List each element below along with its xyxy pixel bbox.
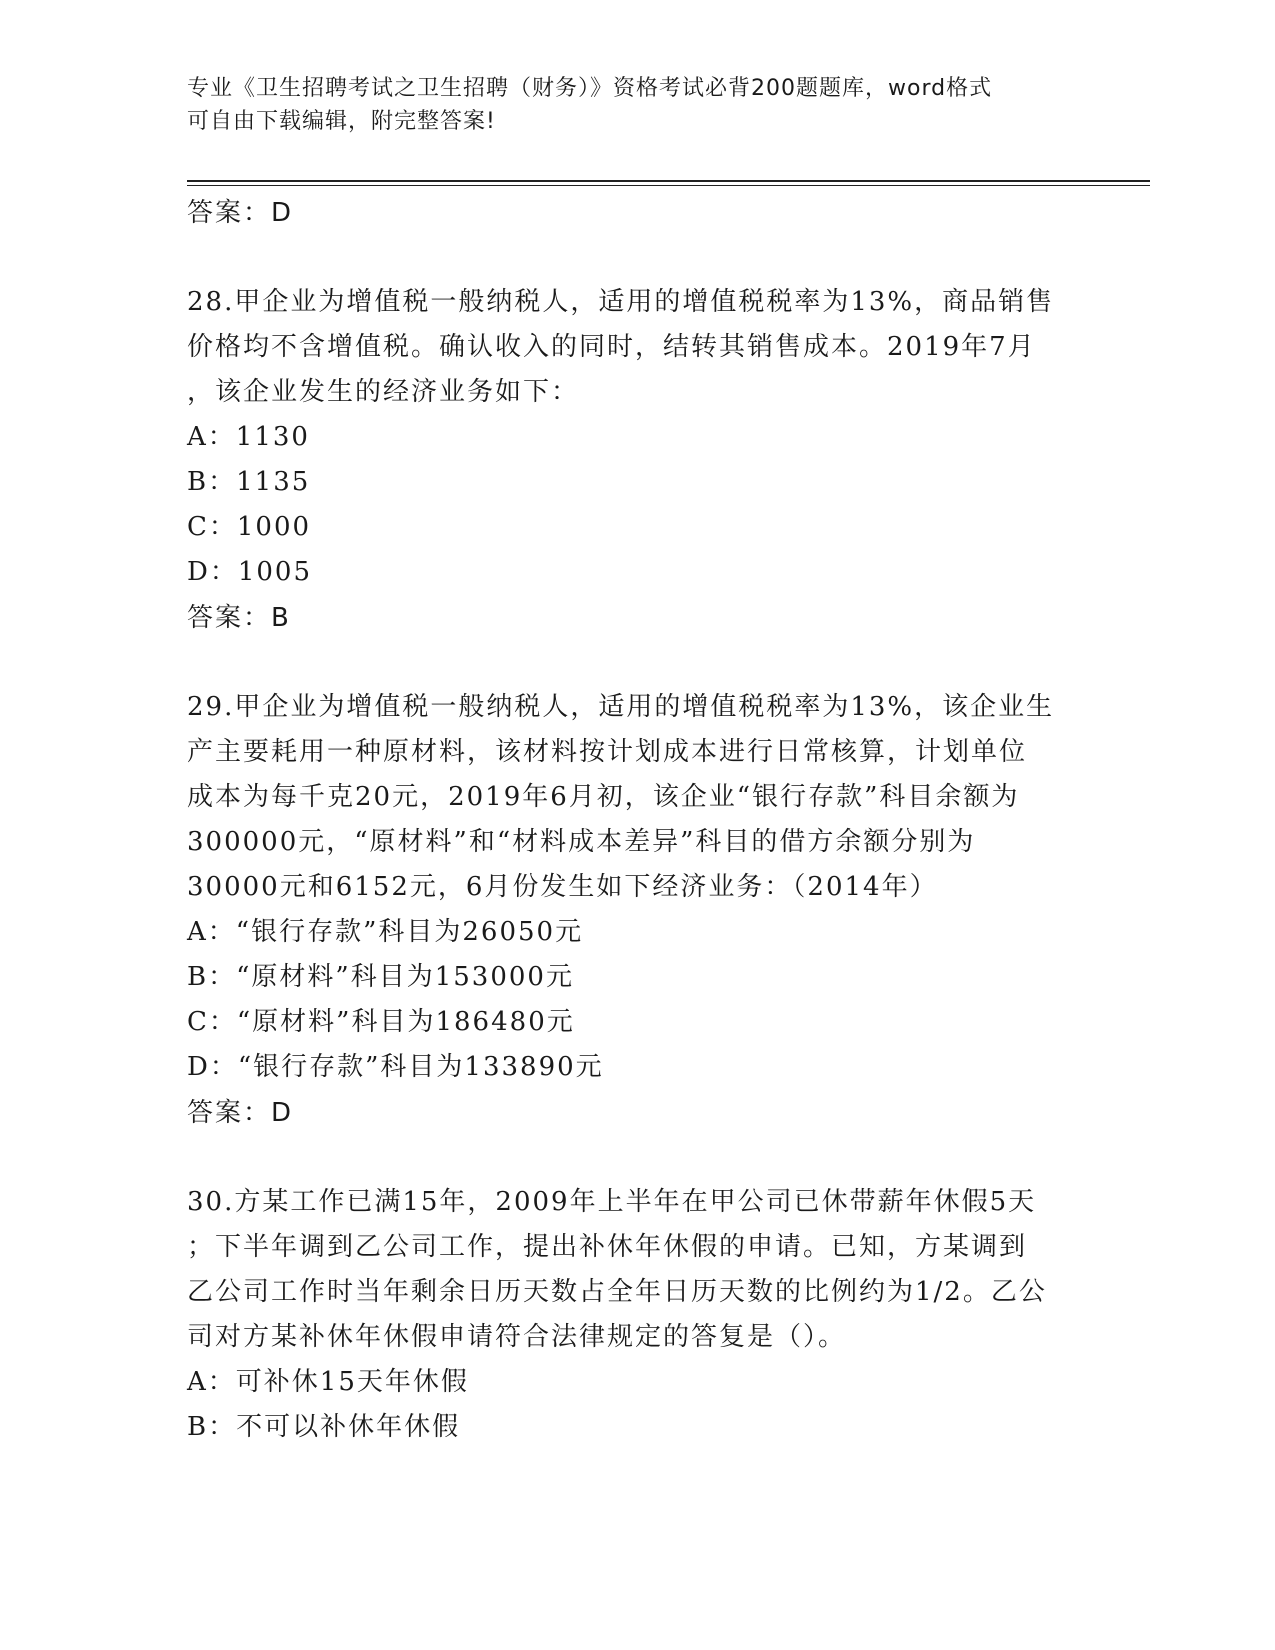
stem-line: 产主要耗用一种原材料，该材料按计划成本进行日常核算，计划单位	[187, 737, 1028, 767]
question-stem	[187, 685, 1087, 910]
option-b: B：“原材料”科目为153000元	[187, 962, 574, 992]
stem-line: 30000元和6152元，6月份发生如下经济业务：（2014年）	[187, 872, 938, 902]
stem-line: 价格均不含增值税。确认收入的同时，结转其销售成本。2019年7月	[187, 332, 1036, 362]
header-line-1: 专业《卫生招聘考试之卫生招聘（财务）》资格考试必背200题题库，word格式	[187, 76, 993, 101]
question-list	[187, 190, 1087, 1450]
header-line-2: 可自由下载编辑，附完整答案!	[187, 109, 496, 134]
stem-line: 乙公司工作时当年剩余日历天数占全年日历天数的比例约为1/2。乙公	[187, 1277, 1047, 1307]
question-29	[187, 685, 1087, 1136]
stem-line: 30.方某工作已满15年，2009年上半年在甲公司已休带薪年休假5天	[187, 1187, 1037, 1217]
header-divider-thin	[187, 185, 1150, 186]
stem-line: ，该企业发生的经济业务如下：	[187, 377, 580, 407]
question-28	[187, 280, 1087, 641]
stem-line: 成本为每千克20元，2019年6月初，该企业“银行存款”科目余额为	[187, 782, 1020, 812]
stem-line: 300000元，“原材料”和“材料成本差异”科目的借方余额分别为	[187, 827, 976, 857]
option-d: D：“银行存款”科目为133890元	[187, 1052, 604, 1082]
option-c: C：1000	[187, 512, 312, 542]
option-b: B：不可以补休年休假	[187, 1412, 461, 1442]
stem-line: 司对方某补休年休假申请符合法律规定的答复是（）。	[187, 1322, 847, 1352]
stem-line: ；下半年调到乙公司工作，提出补休年休假的申请。已知，方某调到	[187, 1232, 1028, 1262]
option-a: A：可补休15天年休假	[187, 1367, 469, 1397]
option-b: B：1135	[187, 467, 311, 497]
question-30	[187, 1180, 1087, 1450]
document-header	[187, 72, 1067, 138]
answer-line: 答案：D	[187, 1098, 294, 1128]
option-c: C：“原材料”科目为186480元	[187, 1007, 575, 1037]
header-divider-thick	[187, 180, 1150, 182]
option-a: A：“银行存款”科目为26050元	[187, 917, 584, 947]
question-stem	[187, 280, 1087, 415]
stem-line: 28.甲企业为增值税一般纳税人，适用的增值税税率为13%，商品销售	[187, 287, 1055, 317]
stem-line: 29.甲企业为增值税一般纳税人，适用的增值税税率为13%，该企业生	[187, 692, 1055, 722]
option-a: A：1130	[187, 422, 310, 452]
answer-line: 答案：B	[187, 603, 291, 633]
question-stem	[187, 1180, 1087, 1360]
option-d: D：1005	[187, 557, 313, 587]
answer-line-27: 答案：D	[187, 198, 294, 228]
